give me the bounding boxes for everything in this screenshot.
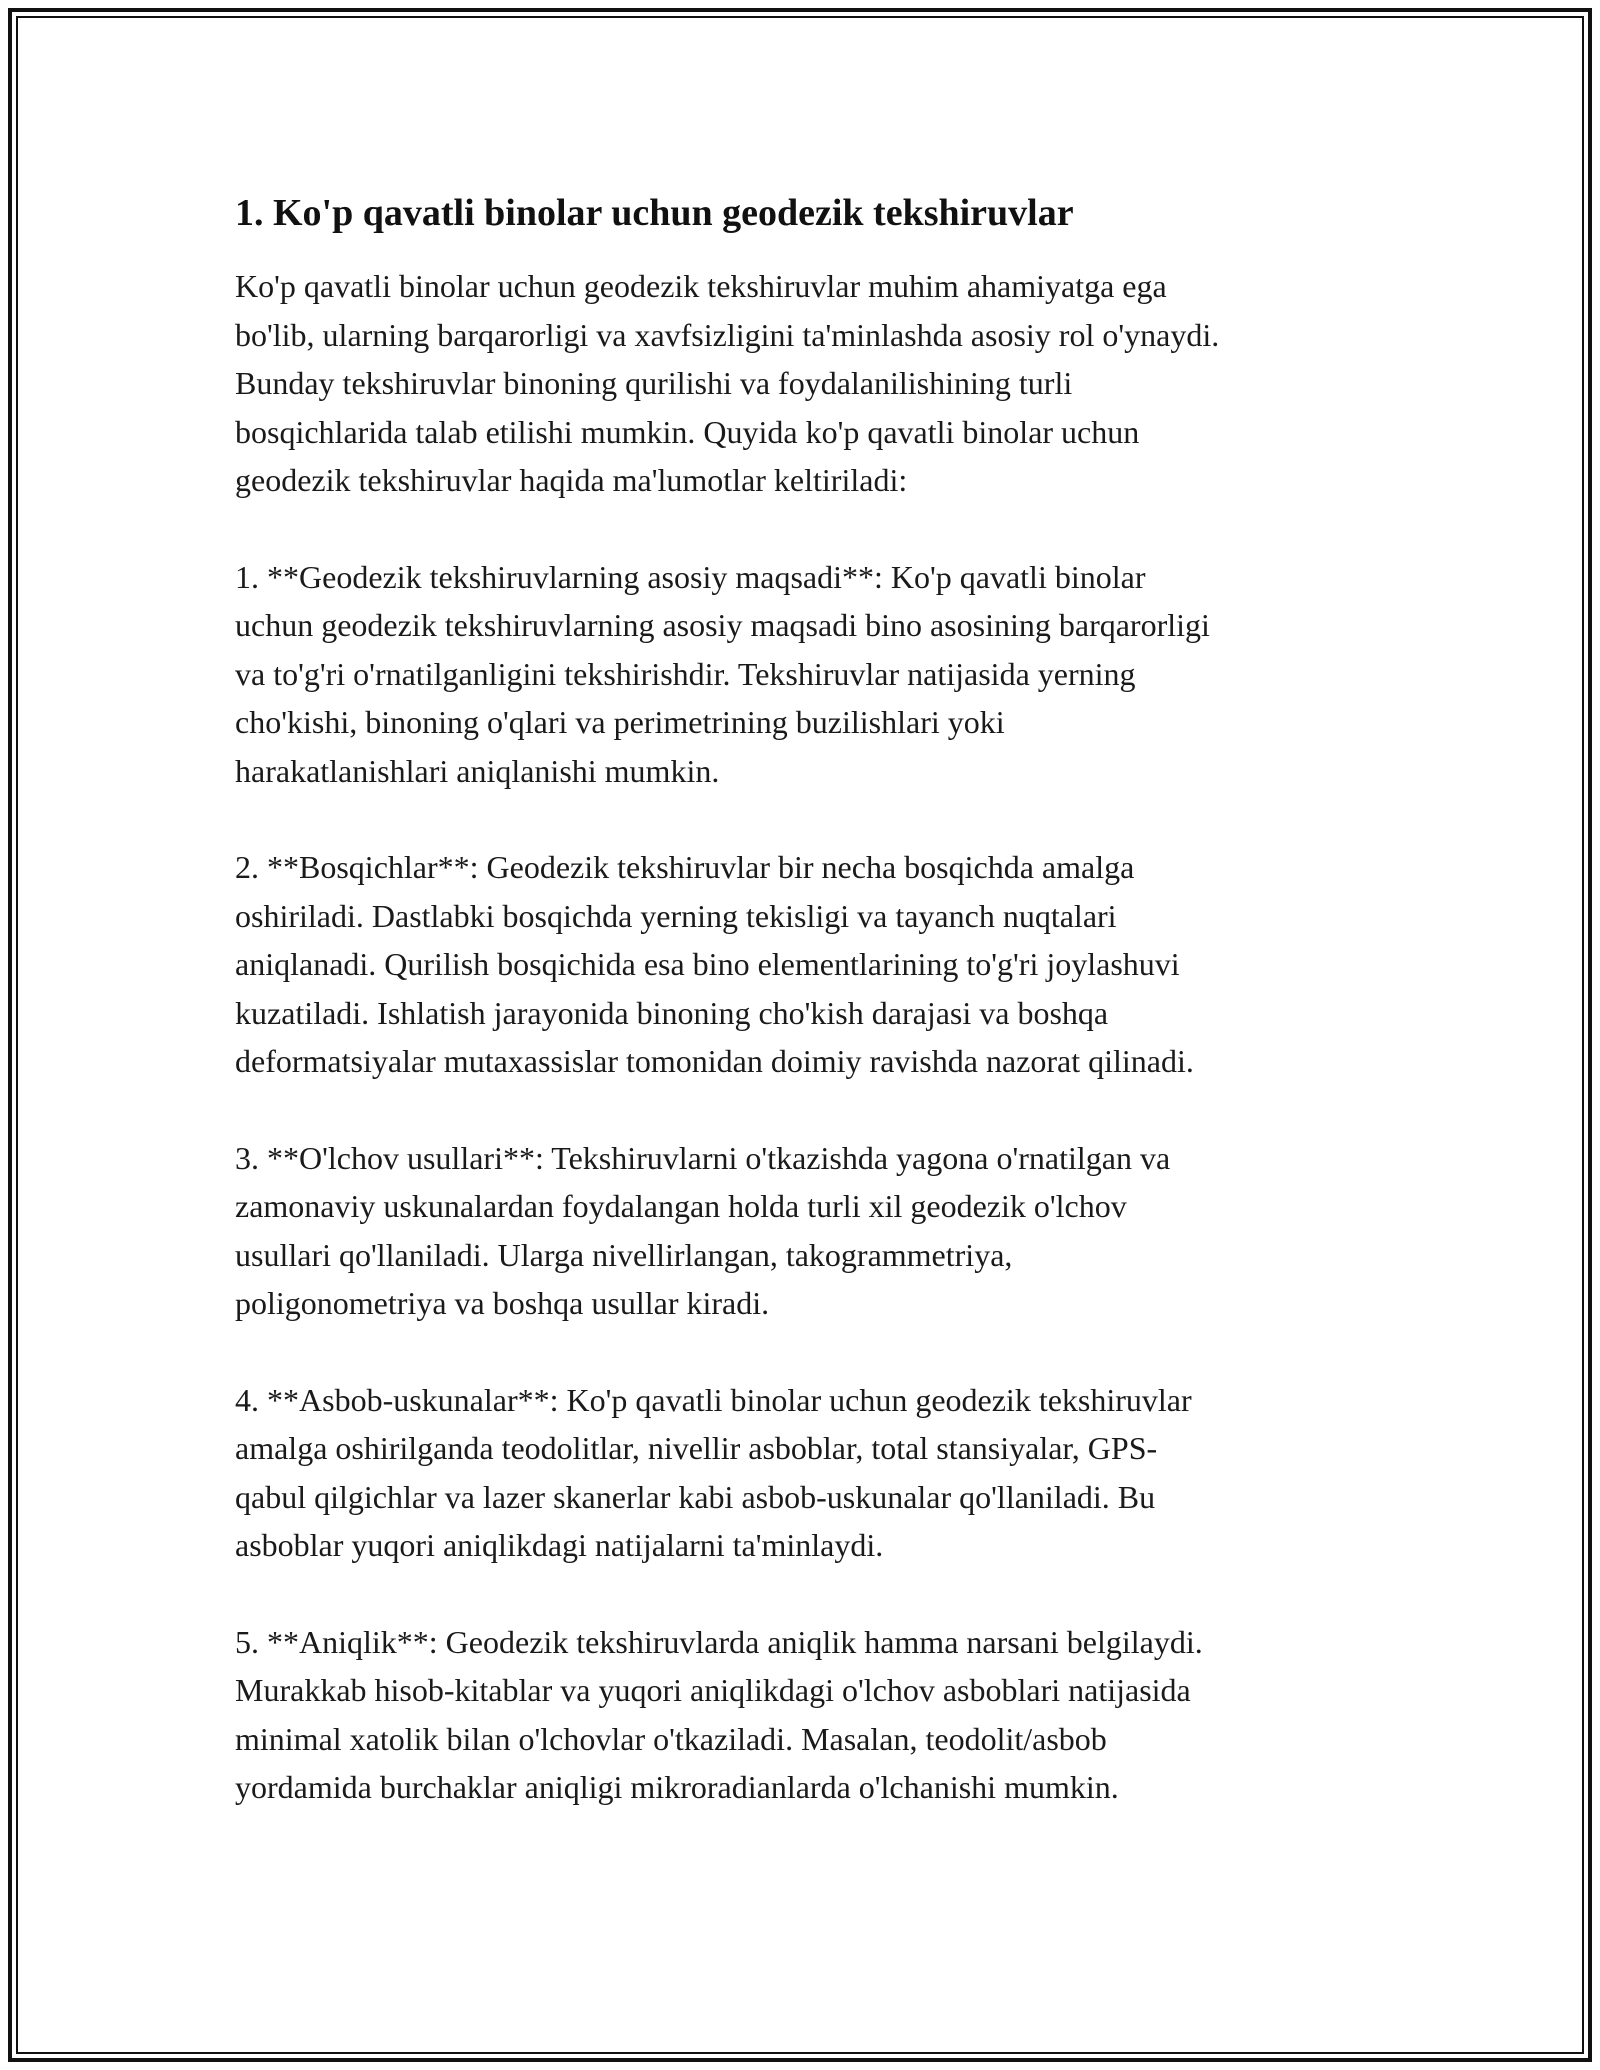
section-5-paragraph: 5. **Aniqlik**: Geodezik tekshiruvlarda aniqlik hamma narsani belgilaydi. Murakkab hisob-kitablar va yuqori aniqlikdagi o'lchov asboblari natijasida minimal xatolik bilan o'lchovlar o'tkaziladi. Masalan, teodolit/asbob yordamida burchaklar aniqligi mikroradianlarda o'lchanishi mumkin. bbox=[235, 1623, 1203, 1805]
section-2-paragraph: 2. **Bosqichlar**: Geodezik tekshiruvlar bir necha bosqichda amalga oshiriladi. Dastlabki bosqichda yerning tekisligi va tayanch nuqtalari aniqlanadi. Qurilish bosqichida esa bino elementlarining to'g'ri joylashuvi kuzatiladi. Ishlatish jarayonida binoning cho'kish darajasi va boshqa deformatsiyalar mutaxassislar tomonidan doimiy ravishda nazorat qilinadi. bbox=[235, 849, 1194, 1079]
intro-paragraph: Ko'p qavatli binolar uchun geodezik tekshiruvlar muhim ahamiyatga ega bo'lib, ularning barqarorligi va xavfsizligini ta'minlashda asosiy rol o'ynaydi. Bunday tekshiruvlar binoning qurilishi va foydalanilishining turli bosqichlarida talab etilishi mumkin. Quyida ko'p qavatli binolar uchun geodezik tekshiruvlar haqida ma'lumotlar keltiriladi: bbox=[235, 268, 1220, 498]
document-title: 1. Ko'p qavatli binolar uchun geodezik tekshiruvlar bbox=[235, 192, 1074, 234]
section-1-paragraph: 1. **Geodezik tekshiruvlarning asosiy maqsadi**: Ko'p qavatli binolar uchun geodezik tekshiruvlarning asosiy maqsadi bino asosining barqarorligi va to'g'ri o'rnatilganligini tekshirishdir. Tekshiruvlar natijasida yerning cho'kishi, binoning o'qlari va perimetrining buzilishlari yoki harakatlanishlari aniqlanishi mumkin. bbox=[235, 558, 1210, 789]
section-3-paragraph: 3. **O'lchov usullari**: Tekshiruvlarni o'tkazishda yagona o'rnatilgan va zamonaviy uskunalardan foydalangan holda turli xil geodezik o'lchov usullari qo'llaniladi. Ularga nivellirlangan, takogrammetriya, poligonometriya va boshqa usullar kiradi. bbox=[235, 1139, 1171, 1321]
document-body bbox=[235, 188, 1385, 1860]
section-4-paragraph: 4. **Asbob-uskunalar**: Ko'p qavatli binolar uchun geodezik tekshiruvlar amalga oshirilganda teodolitlar, nivellir asboblar, total stansiyalar, GPS- qabul qilgichlar va lazer skanerlar kabi asbob-uskunalar qo'llaniladi. Bu asboblar yuqori aniqlikdagi natijalarni ta'minlaydi. bbox=[235, 1381, 1192, 1563]
